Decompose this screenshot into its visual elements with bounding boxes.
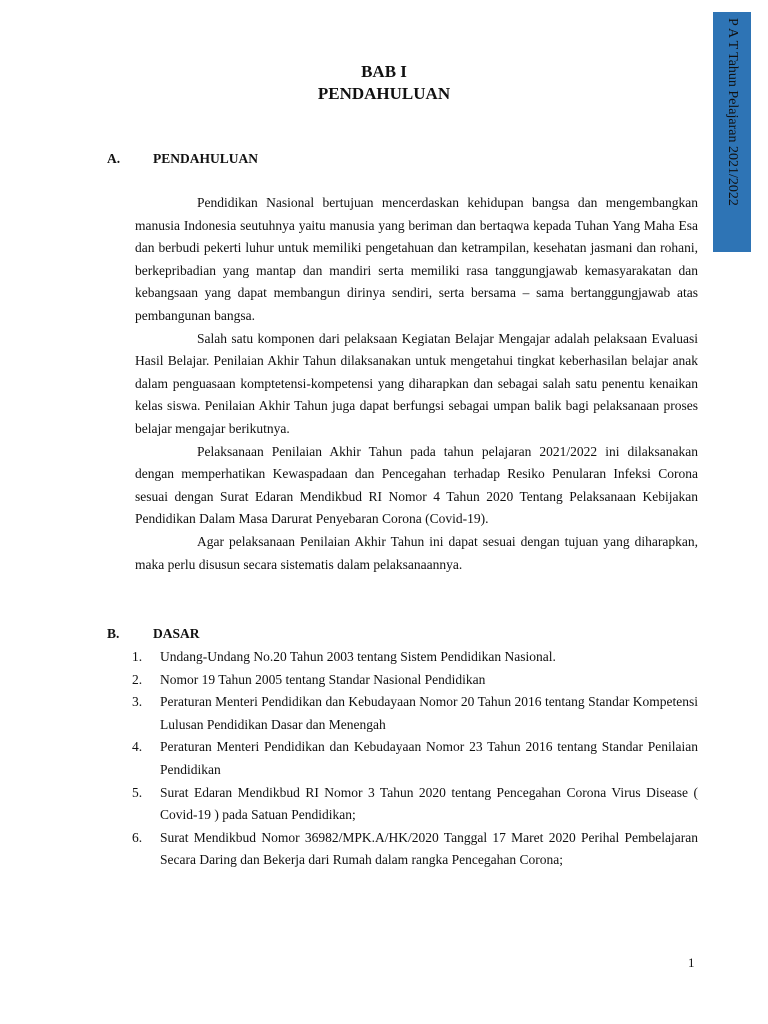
list-item-number: 6. [132,829,143,845]
list-item [107,646,698,669]
list-item-text: Nomor 19 Tahun 2005 tentang Standar Nasional Pendidikan [160,671,486,687]
paragraph: Pelaksanaan Penilaian Akhir Tahun pada tahun pelajaran 2021/2022 ini dilaksanakan dengan memperhatikan Kewaspadaan dan Pencegahan terhadap Resiko Penularan Infeksi Corona sesuai dengan Surat Edaran Mendikbud RI Nomor 4 Tahun 2020 Tentang Pelaksanaan Kebijakan Pendidikan Dalam Masa Darurat Penyebaran Corona (Covid-19). [135,443,698,527]
paragraph: Pendidikan Nasional bertujuan mencerdaskan kehidupan bangsa dan mengembangkan manusia Indonesia seutuhnya yaitu manusia yang beriman dan bertaqwa kepada Tuhan Yang Maha Esa dan berbudi pekerti luhur untuk memiliki pengetahuan dan ketrampilan, kesehatan jasmani dan rohani, berkepribadian yang mantap dan mandiri serta memiliki rasa tanggungjawab kemasyarakatan dan kebangsaan yang dapat membangun dirinya sendiri, serta bersama – sama bertanggungjawab atas pembangunan bangsa. [135,195,698,323]
side-tab [713,12,751,252]
section-b-title: DASAR [153,626,200,641]
list-item [107,669,698,692]
section-b-letter: B. [107,626,120,641]
list-item-number: 5. [132,784,143,800]
paragraph: Salah satu komponen dari pelaksaan Kegiatan Belajar Mengajar adalah pelaksaan Evaluasi Hasil Belajar. Penilaian Akhir Tahun dilaksanakan untuk mengetahui tingkat keberhasilan belajar anak dalam penguasaan komptetensi-kompetensi yang diharapkan dan sebagai salah satu penentu kenaikan kelas siswa. Penilaian Akhir Tahun juga dapat berfungsi sebagai umpan balik bagi pelaksanaan proses belajar mengajar berikutnya. [135,330,698,436]
list-item-number: 1. [132,649,143,664]
section-a-letter: A. [107,151,121,166]
side-tab-label: P A T Tahun Pelajaran 2021/2022 [725,18,740,206]
list-item-number: 4. [132,739,143,755]
list-item [107,736,698,781]
list-item-text: Surat Mendikbud Nomor 36982/MPK.A/HK/2020 Tanggal 17 Maret 2020 Perihal Pembelajaran Secara Daring dan Bekerja dari Rumah dalam rangka Pencegahan Corona; [160,829,698,868]
chapter-title: PENDAHULUAN [317,84,451,103]
section-a-body [135,192,698,576]
paragraph: Agar pelaksanaan Penilaian Akhir Tahun ini dapat sesuai dengan tujuan yang diharapkan, maka perlu disusun secara sistematis dalam pelaksanaannya. [135,533,698,572]
page-number: 1 [688,955,695,970]
section-a-title: PENDAHULUAN [153,151,259,166]
list-item-number: 3. [132,694,143,710]
list-item [107,827,698,872]
list-item-number: 2. [132,671,143,687]
chapter-number: BAB I [361,62,407,81]
list-item-text: Surat Edaran Mendikbud RI Nomor 3 Tahun 2020 tentang Pencegahan Corona Virus Disease ( Covid-19 ) pada Satuan Pendidikan; [160,784,698,823]
list-item [107,691,698,736]
dasar-list [107,646,698,872]
list-item-text: Undang-Undang No.20 Tahun 2003 tentang Sistem Pendidikan Nasional. [160,649,556,664]
list-item-text: Peraturan Menteri Pendidikan dan Kebudayaan Nomor 20 Tahun 2016 tentang Standar Kompetensi Lulusan Pendidikan Dasar dan Menengah [160,694,698,732]
list-item-text: Peraturan Menteri Pendidikan dan Kebudayaan Nomor 23 Tahun 2016 tentang Standar Penilaian Pendidikan [160,739,698,777]
list-item [107,782,698,827]
